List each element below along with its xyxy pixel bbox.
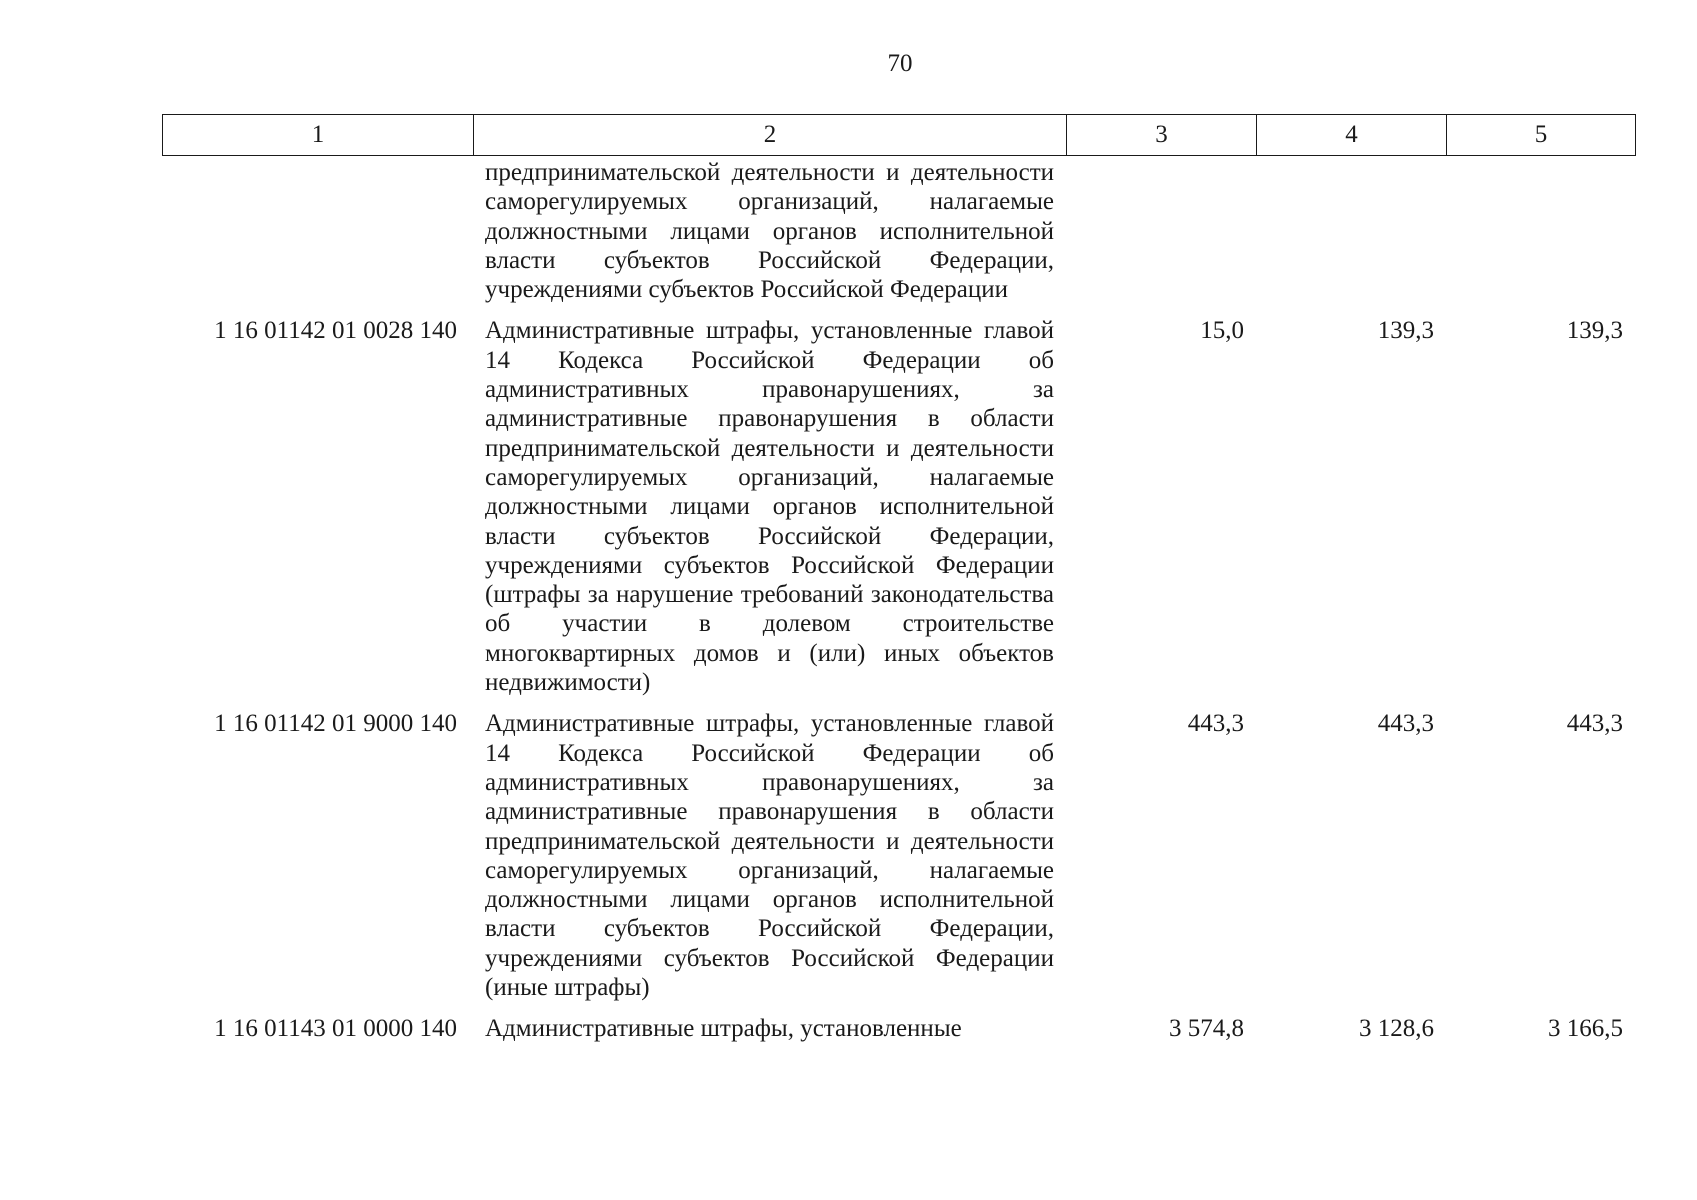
value-col-3: 15,0: [1200, 317, 1244, 345]
header-col-5: 5: [1447, 115, 1636, 156]
description-cell: предпринимательской деятельности и деятельности саморегулируемых организаций, налагаемые должностными лицами органов исполнительной власти субъектов Российской Федерации, учреждениями субъектов Российской Федерации: [485, 159, 1054, 304]
value-col-4: 139,3: [1377, 317, 1434, 345]
table-row: [162, 1002, 1635, 1043]
value-col-5: 443,3: [1566, 710, 1623, 738]
value-col-5: 139,3: [1566, 317, 1623, 345]
description-cell: Административные штрафы, установленные: [485, 1015, 962, 1043]
code-cell: 1 16 01142 01 0028 140: [214, 317, 457, 345]
header-col-1: 1: [163, 115, 474, 156]
value-col-4: 443,3: [1377, 710, 1434, 738]
header-row: [163, 115, 1636, 156]
table-row: [162, 304, 1635, 697]
description-cell: Административные штрафы, установленные главой 14 Кодекса Российской Федерации об административных правонарушениях, за административные правонарушения в области предпринимательской деятельности и деятельности саморегулируемых организаций, налагаемые должностными лицами органов исполнительной власти субъектов Российской Федерации, учреждениями субъектов Российской Федерации (иные штрафы): [485, 710, 1054, 1002]
header-col-2: 2: [474, 115, 1067, 156]
code-cell: [162, 158, 473, 304]
table-row: [162, 697, 1635, 1002]
page-number: 70: [887, 50, 913, 77]
value-col-4: 3 128,6: [1359, 1015, 1434, 1043]
header-col-4: 4: [1257, 115, 1447, 156]
header-col-3: 3: [1067, 115, 1257, 156]
value-col-3: 443,3: [1187, 710, 1244, 738]
description-cell: Административные штрафы, установленные главой 14 Кодекса Российской Федерации об административных правонарушениях, за административные правонарушения в области предпринимательской деятельности и деятельности саморегулируемых организаций, налагаемые должностными лицами органов исполнительной власти субъектов Российской Федерации, учреждениями субъектов Российской Федерации (штрафы за нарушение требований законодательства об участии в долевом строительстве многоквартирных домов и (или) иных объектов недвижимости): [485, 317, 1054, 697]
code-cell: 1 16 01142 01 9000 140: [214, 710, 457, 738]
value-col-3: 3 574,8: [1169, 1015, 1244, 1043]
table-header: [162, 114, 1636, 156]
table-row-continuation: [162, 158, 1635, 304]
value-col-5: 3 166,5: [1548, 1015, 1623, 1043]
code-cell: 1 16 01143 01 0000 140: [214, 1015, 457, 1043]
table-body: [162, 158, 1635, 1044]
